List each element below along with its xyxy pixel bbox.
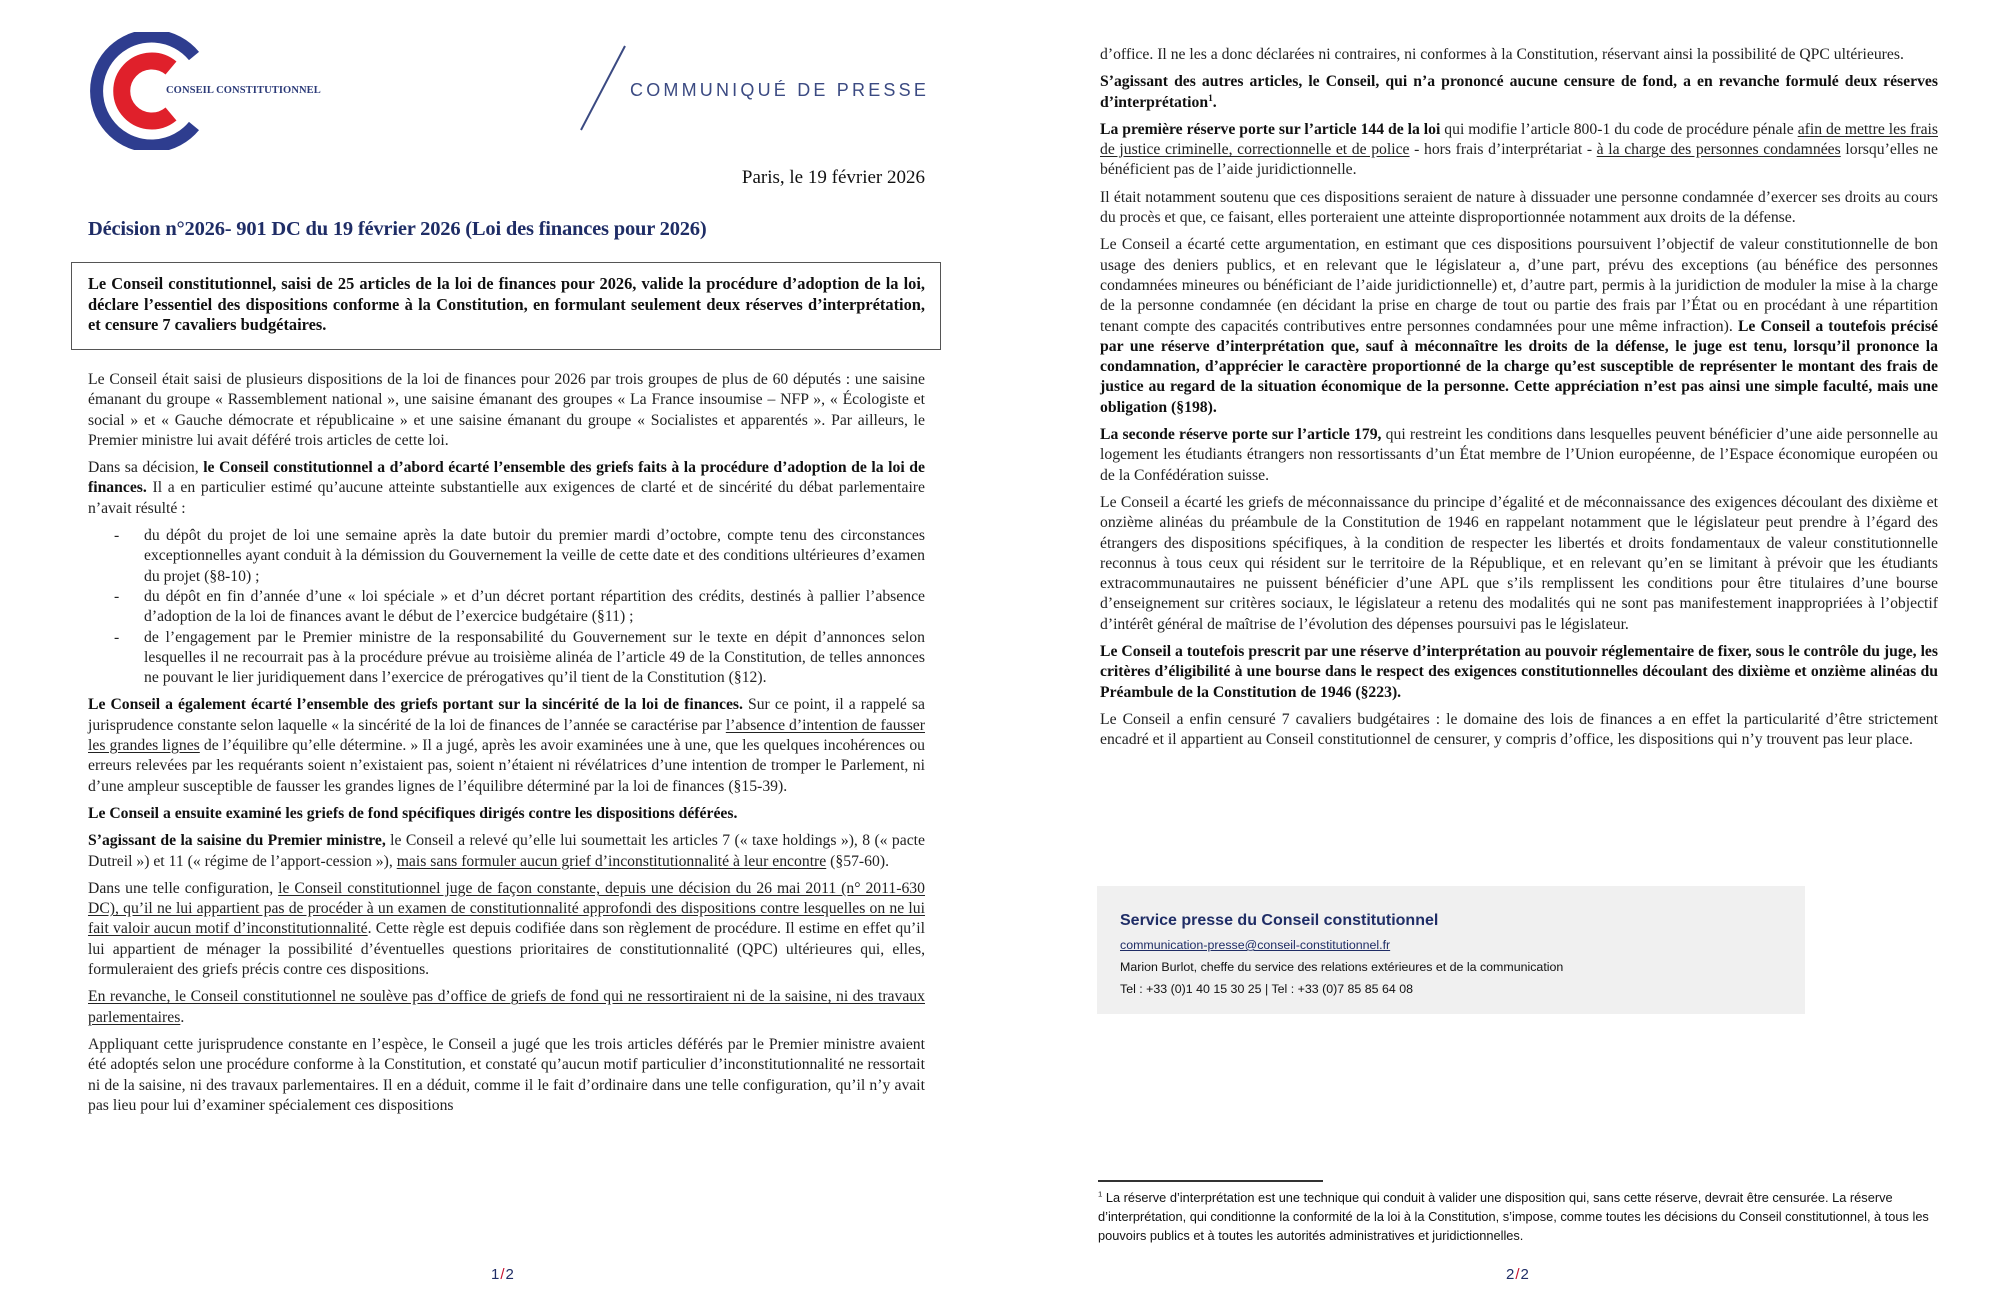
paragraph: Le Conseil était saisi de plusieurs dispositions de la loi de finances pour 2026 par trois groupes de plus de 60 députés : une saisine émanant du groupe « Rassemblement national », une saisine émanant des groupes « La France insoumise – NFP », « Écologiste et social » et « Gauche démocrate et républicaine » et une saisine émanant du groupe « Socialistes et apparentés ». Par ailleurs, le Premier ministre lui avait déféré trois articles de cette loi. (88, 371, 925, 449)
page-2 (1000, 0, 2000, 1293)
page-number: 1/2 (491, 1266, 514, 1283)
page-2-body (1100, 45, 1938, 758)
paragraph: Le Conseil a enfin censuré 7 cavaliers budgétaires : le domaine des lois de finances a en effet la particularité d’être strictement encadré et il appartient au Conseil constitutionnel de censurer, y compris d’office, les dispositions qui n’y trouvent pas leur place. (1100, 710, 1938, 749)
summary-text: Le Conseil constitutionnel, saisi de 25 articles de la loi de finances pour 2026, valide la procédure d’adoption de la loi, déclare l’essentiel des dispositions conforme à la Constitution, en formulant seulement deux réserves d’interprétation, et censure 7 cavaliers budgétaires. (88, 274, 925, 334)
paragraph: S’agissant des autres articles, le Conseil, qui n’a prononcé aucune censure de fond, a en revanche formulé deux réserves d’interprétation$^1$. (1100, 73, 1938, 111)
paragraph: Le Conseil a toutefois prescrit par une réserve d’interprétation au pouvoir réglementaire de fixer, sous le contrôle du juge, les critères d’éligibilité à une bourse dans le respect des exigences constitutionnelles découlant des dixième et onzième alinéas du Préambule de la Constitution de 1946 (§223). (1100, 643, 1938, 701)
paragraph: S’agissant de la saisine du Premier ministre, le Conseil a relevé qu’elle lui soumettait les articles 7 (« taxe holdings »), 8 (« pacte Dutreil ») et 11 (« régime de l’apport-cession »), mais sans formuler aucun grief d’inconstitutionnalité à leur encontre (§57-60). (88, 832, 925, 870)
logo-text: CONSEIL CONSTITUTIONNEL (166, 85, 321, 96)
procedure-list (88, 526, 925, 688)
summary-box (71, 262, 941, 350)
list-item: - du dépôt en fin d’année d’une « loi spéciale » et d’un décret portant répartition des crédits, destinés à pallier l’absence d’adoption de la loi de finances avant le début de l’exercice budgétaire (§11) ; (88, 587, 925, 628)
page-number: 2/2 (1506, 1266, 1529, 1283)
conseil-constitutionnel-logo (86, 32, 376, 150)
communique-banner: COMMUNIQUÉ DE PRESSE (630, 80, 930, 100)
paragraph: Dans une telle configuration, le Conseil constitutionnel juge de façon constante, depuis une décision du 26 mai 2011 (n° 2011-630 DC), qu’il ne lui appartient pas de procéder à un examen de constitutionnalité approfondi des dispositions contre lesquelles on ne lui fait valoir aucun motif d’inconstitutionnalité. Cette règle est depuis codifiée dans son règlement de procédure. Il estime en effet qu’il lui appartient de ménager la possibilité d’éventuelles questions prioritaires de constitutionnalité (QPC) ultérieures qui, elles, formuleraient des griefs précis contre ces dispositions. (88, 879, 925, 979)
paragraph: Le Conseil a écarté les griefs de méconnaissance du principe d’égalité et de méconnaissance des exigences découlant des dixième et onzième alinéas du préambule de la Constitution de 1946 en rappelant notamment que le législateur peut prendre à l’égard des étrangers des dispositions spécifiques, à la condition de respecter les libertés et droits fondamentaux de valeur constitutionnelle reconnus à tous ceux qui résident sur le territoire de la République, et en relevant qu’en se limitant à prévoir que les étudiants extracommunautaires ne puissent bénéficier d’une APL que s’ils remplissent les conditions pour être titulaires d’une bourse d’enseignement sur critères sociaux, le législateur a retenu des modalités qui ne sont pas manifestement inappropriées à l’objectif d’intérêt général de maîtrise de l’évolution des dépenses poursuivi pas le législateur. (1100, 493, 1938, 633)
decision-title: Décision n°2026- 901 DC du 19 février 2026 (Loi des finances pour 2026) (88, 218, 707, 240)
press-phone: Tel : +33 (0)1 40 15 30 25 | Tel : +33 (0)7 85 85 64 08 (1120, 982, 1413, 996)
paragraph: Appliquant cette jurisprudence constante en l’espèce, le Conseil a jugé que les trois articles déférés par le Premier ministre avaient été adoptés selon une procédure conforme à la Constitution, et constaté qu’aucun motif particulier d’inconstitutionnalité ne ressortait ni de la saisine, ni des travaux parlementaires. Il en a déduit, comme il le fait d’ordinaire dans une telle configuration, qu’il n’y avait pas lieu pour lui d’examiner spécialement ces dispositions (88, 1035, 925, 1114)
paragraph: Il était notamment soutenu que ces dispositions seraient de nature à dissuader une personne condamnée d’exercer ses droits au cours du procès et que, ce faisant, elles porteraient une atteinte disproportionnée notamment aux droits de la défense. (1100, 188, 1938, 227)
footnote: $^1$ La réserve d’interprétation est une technique qui conduit à valider une disposition qui, sans cette réserve, devrait être censurée. La réserve d’interprétation, qui conditionne la conformité de la loi à la Constitution, s’impose, comme toutes les décisions du Conseil constitutionnel, à tous les pouvoirs publics et à toutes les autorités administratives et juridictionnelles. (1098, 1189, 1929, 1243)
paragraph: La première réserve porte sur l’article 144 de la loi qui modifie l’article 800-1 du code de procédure pénale afin de mettre les frais de justice criminelle, correctionnelle et de police - hors frais d’interprétariat - à la charge des personnes condamnées lorsqu’elles ne bénéficient pas de l’aide juridictionnelle. (1100, 120, 1939, 179)
list-item: - de l’engagement par le Premier ministre de la responsabilité du Gouvernement sur le texte en dépit d’annonces selon lesquelles il ne recourrait pas à la procédure prévue au troisième alinéa de l’article 49 de la Constitution, de telles annonces ne pouvant le lier juridiquement dans l’exercice de prérogatives qu’il tient de la Constitution (§12). (88, 628, 925, 689)
slash-divider-icon (578, 44, 628, 132)
press-date: Paris, le 19 février 2026 (741, 167, 925, 188)
paragraph: Dans sa décision, le Conseil constitutionnel a d’abord écarté l’ensemble des griefs faits à la procédure d’adoption de la loi de finances. Il a en particulier estimé qu’aucune atteinte substantielle aux exigences de clarté et de sincérité du débat parlementaire n’avait résulté : (88, 459, 925, 517)
paragraph: Le Conseil a également écarté l’ensemble des griefs portant sur la sincérité de la loi de finances. Sur ce point, il a rappelé sa jurisprudence constante selon laquelle « la sincérité de la loi de finances de l’année se caractérise par l’absence d’intention de fausser les grandes lignes de l’équilibre qu’elle détermine. » Il a jugé, après les avoir examinées une à une, que les quelques incohérences ou erreurs relevées par les requérants soient n’existaient pas, soient n’étaient ni révélatrices d’une intention de tromper le Parlement, ni d’une ampleur susceptible de fausser les grandes lignes de l’équilibre déterminé par la loi de finances (§15-39). (88, 696, 926, 795)
footnote-ref[interactable]: 1 (1208, 93, 1213, 104)
press-contact-box (1097, 886, 1805, 1014)
page-1-body (88, 370, 925, 1123)
list-item: - du dépôt du projet de loi une semaine après la date butoir du premier mardi d’octobre, compte tenu des circonstances exceptionnelles ayant conduit à la démission du Gouvernement la veille de cette date et des conditions ultérieures d’examen du projet (§8-10) ; (88, 526, 925, 587)
footnote-divider (1098, 1180, 1323, 1182)
paragraph: Le Conseil a ensuite examiné les griefs de fond spécifiques dirigés contre les dispositions déférées. (88, 804, 738, 822)
paragraph: La seconde réserve porte sur l’article 179, qui restreint les conditions dans lesquelles peuvent bénéficier d’une aide personnelle au logement les étudiants étrangers non ressortissants d’un État membre de l’Union européenne, de l’Espace économique européen ou de la Confédération suisse. (1100, 426, 1938, 484)
press-contact-name: Marion Burlot, cheffe du service des relations extérieures et de la communication (1120, 960, 1564, 974)
paragraph: Le Conseil a écarté cette argumentation, en estimant que ces dispositions poursuivent l’objectif de valeur constitutionnelle de bon usage des deniers publics, et en relevant que le législateur a, d’une part, prévu des exceptions (au bénéfice des personnes condamnées mineures ou bénéficiant de l’aide juridictionnelle) et, d’autre part, permis à la juridiction de moduler la mise à la charge de la personne condamnée (en décidant la prise en charge de tout ou partie des frais par l’État ou en procédant à une répartition tenant compte des capacités contributives entre personnes condamnées pour une même infraction). Le Conseil a toutefois précisé par une réserve d’interprétation que, sauf à méconnaître les droits de la défense, le juge est tenu, lorsqu’il prononce la condamnation, d’apprécier le caractère proportionné de la charge qu’est susceptible de représenter le montant des frais de justice au regard de la situation économique de la personne. Cette appréciation n’est pas ainsi une simple faculté, mais une obligation (§198). (1100, 236, 1938, 416)
press-email-link[interactable]: communication-presse@conseil-constitutionnel.fr (1120, 938, 1391, 952)
paragraph: En revanche, le Conseil constitutionnel ne soulève pas d’office de griefs de fond qui ne ressortiraient ni de la saisine, ni des travaux parlementaires. (88, 988, 925, 1026)
paragraph: d’office. Il ne les a donc déclarées ni contraires, ni conformes à la Constitution, réservant ainsi la possibilité de QPC ultérieures. (1100, 46, 1904, 63)
press-service-title: Service presse du Conseil constitutionnel (1120, 912, 1439, 929)
